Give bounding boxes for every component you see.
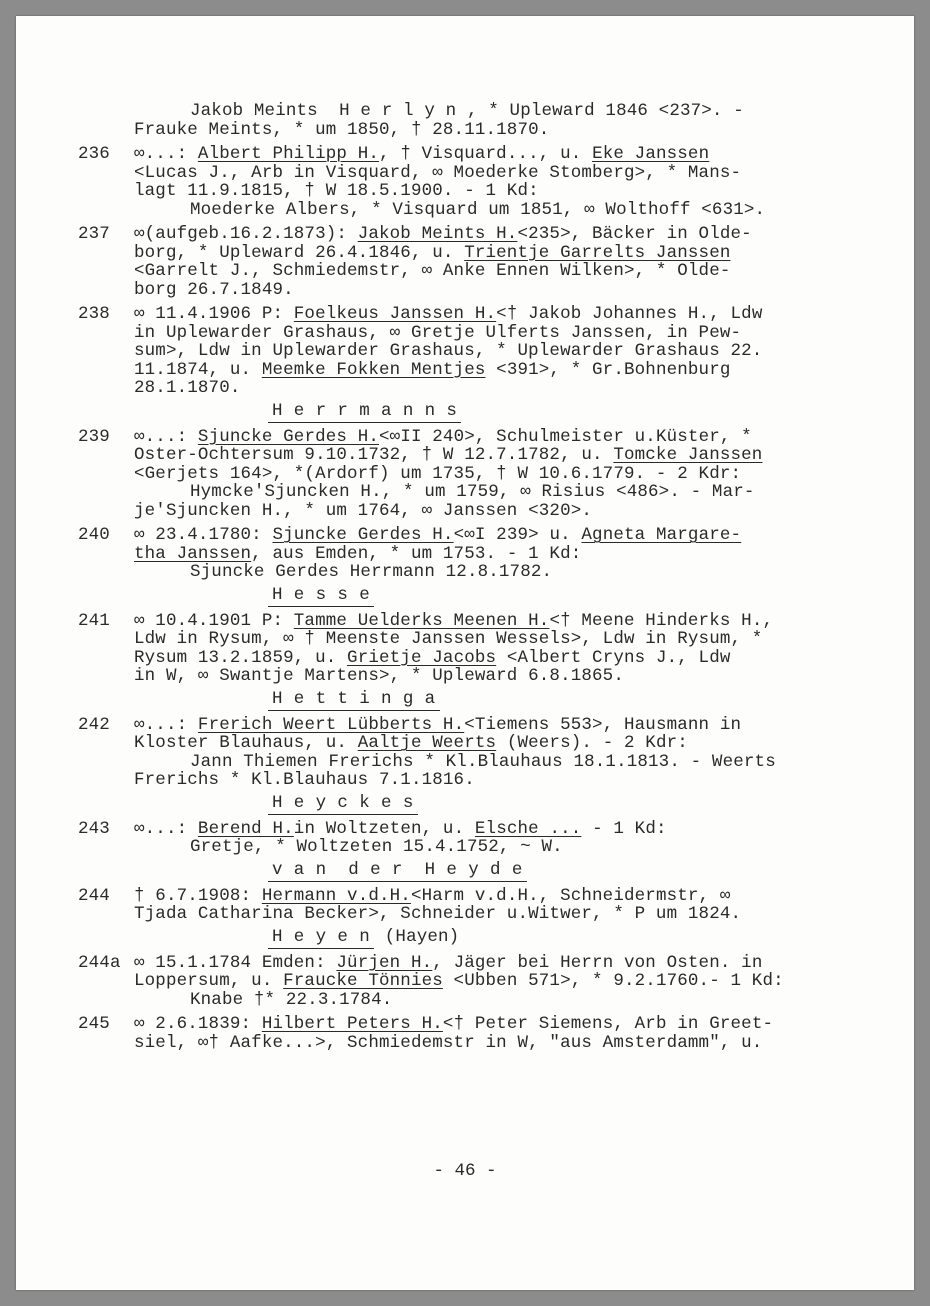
text-line <box>134 121 838 140</box>
genealogy-entry <box>78 1015 838 1052</box>
text-line <box>134 145 838 164</box>
person-name: Tomcke Janssen <box>613 445 763 465</box>
text-segment: in W, ∞ Swantje Martens>, * Upleward 6.8.1865. <box>134 666 624 686</box>
family-name-variant: (Hayen) <box>374 926 460 947</box>
text-line <box>134 887 838 906</box>
text-segment: ∞...: <box>134 818 198 839</box>
family-name: H e t t i n g a <box>268 689 440 711</box>
text-line <box>134 281 838 300</box>
entry-number: 240 <box>78 525 110 545</box>
text-segment: ∞ 2.6.1839: <box>134 1014 262 1034</box>
person-name: Sjuncke Gerdes H. <box>197 426 380 447</box>
text-line <box>134 483 838 502</box>
text-segment: Sjuncke Gerdes Herrmann 12.8.1782. <box>190 562 553 582</box>
text-segment: lagt 11.9.1815, † W 18.5.1900. - 1 Kd: <box>134 181 539 201</box>
person-name: Eke Janssen <box>592 144 710 164</box>
text-line <box>134 201 838 220</box>
entry-number: 238 <box>78 304 110 324</box>
text-segment: Rysum 13.2.1859, u. <box>134 647 348 668</box>
person-name: Fraucke Tönnies <box>283 971 443 991</box>
text-segment: (Weers). - 2 Kdr: <box>496 733 688 753</box>
text-line <box>134 838 838 857</box>
text-segment: <∞I 239> u. <box>453 525 582 545</box>
text-segment: , † Visquard..., u. <box>379 144 593 164</box>
text-line <box>134 1015 838 1034</box>
entry-number: 239 <box>78 426 110 447</box>
family-name: H e s s e <box>268 585 374 607</box>
entry-number: 241 <box>78 610 110 631</box>
text-segment: Frerichs * Kl.Blauhaus 7.1.1816. <box>134 770 475 790</box>
document-page <box>16 16 914 1290</box>
person-name: tha Janssen <box>134 543 252 564</box>
entry-number: 236 <box>78 144 110 164</box>
text-line <box>134 630 838 649</box>
text-line <box>134 465 838 484</box>
person-name: Jakob Meints H. <box>357 224 518 244</box>
text-segment: 28.1.1870. <box>134 378 241 398</box>
continued-entry <box>78 102 838 139</box>
genealogy-entry <box>78 305 838 398</box>
family-heading <box>268 690 838 710</box>
person-name: Agneta Margare- <box>581 525 742 545</box>
text-segment: siel, ∞† Aafke...>, Schmiedemstr in W, "aus Amsterdamm", u. <box>134 1032 763 1053</box>
person-name: Elsche ... <box>474 818 582 839</box>
text-line <box>134 1034 838 1053</box>
family-name: H e y e n <box>268 927 374 949</box>
family-heading <box>268 861 838 881</box>
genealogy-entry <box>78 225 838 299</box>
text-segment: † 6.7.1908: <box>134 885 262 906</box>
text-segment: <Ubben 571>, * 9.2.1760.- 1 Kd: <box>442 971 784 991</box>
text-segment: ∞ 10.4.1901 P: <box>134 610 294 631</box>
text-line <box>134 972 838 991</box>
text-segment: Moederke Albers, * Visquard um 1851, ∞ Wolthoff <631>. <box>190 199 766 220</box>
text-segment: Knabe †* 22.3.1784. <box>190 989 393 1010</box>
text-segment: <Garrelt J., Schmiedemstr, ∞ Anke Ennen Wilken>, * Olde- <box>134 261 731 281</box>
person-name: Foelkeus Janssen H. <box>293 304 497 324</box>
text-line <box>134 954 838 973</box>
text-segment: in Uplewarder Grashaus, ∞ Gretje Ulferts Janssen, in Pew- <box>134 322 742 343</box>
person-name: Grietje Jacobs <box>347 647 497 668</box>
text-line <box>134 667 838 686</box>
text-segment: ∞...: <box>134 144 198 164</box>
text-line <box>134 262 838 281</box>
person-name: Berend H. <box>197 818 294 839</box>
text-segment: <Lucas J., Arb in Visquard, ∞ Moederke Stomberg>, * Mans- <box>134 162 742 183</box>
person-name: Albert Philipp H. <box>197 144 380 164</box>
entry-number: 243 <box>78 818 110 839</box>
text-segment: <Harm v.d.H., Schneidermstr, ∞ <box>410 885 731 906</box>
genealogy-entry <box>78 820 838 857</box>
text-line <box>134 446 838 465</box>
text-line <box>134 526 838 545</box>
entry-number: 242 <box>78 714 110 735</box>
text-segment: Ldw in Rysum, ∞ † Meenste Janssen Wessels>, Ldw in Rysum, * <box>134 629 763 649</box>
genealogy-entry <box>78 145 838 219</box>
text-line <box>134 753 838 772</box>
family-heading <box>268 794 838 814</box>
text-segment: ∞ 15.1.1784 Emden: <box>134 952 337 973</box>
text-segment: Gretje, * Woltzeten 15.4.1752, ~ W. <box>190 837 563 857</box>
text-line <box>134 563 838 582</box>
entry-number: 244 <box>78 885 110 906</box>
genealogy-text <box>78 102 838 1052</box>
text-line <box>134 734 838 753</box>
text-segment: <† Jakob Johannes H., Ldw <box>496 304 763 324</box>
text-segment: Frauke Meints, * um 1850, † 28.11.1870. <box>134 119 550 140</box>
text-segment: Jann Thiemen Frerichs * Kl.Blauhaus 18.1.1813. - Weerts <box>190 751 776 772</box>
text-line <box>134 182 838 201</box>
text-segment: <235>, Bäcker in Olde- <box>517 224 752 244</box>
text-segment: , Jäger bei Herrn von Osten. in <box>432 952 763 973</box>
text-segment: - 1 Kd: <box>581 818 667 839</box>
family-heading <box>268 586 838 606</box>
genealogy-entry <box>78 716 838 790</box>
text-line <box>134 991 838 1010</box>
genealogy-entry <box>78 887 838 924</box>
text-segment: je'Sjuncken H., * um 1764, ∞ Janssen <320>. <box>134 500 593 521</box>
text-segment: Jakob Meints H e r l y n , * Upleward 1846 <237>. - <box>190 101 744 121</box>
family-name: H e r r m a n n s <box>268 401 461 423</box>
text-line <box>134 102 838 121</box>
text-line <box>134 428 838 447</box>
family-heading <box>268 928 838 948</box>
text-segment: <∞II 240>, Schulmeister u.Küster, * <box>379 426 752 447</box>
text-segment: ∞...: <box>134 426 198 447</box>
text-line <box>134 324 838 343</box>
text-line <box>134 716 838 735</box>
person-name: Aaltje Weerts <box>357 733 497 753</box>
text-segment: <† Meene Hinderks H., <box>549 610 774 631</box>
family-heading <box>268 402 838 422</box>
text-line <box>134 164 838 183</box>
text-segment: Kloster Blauhaus, u. <box>134 733 358 753</box>
text-line <box>134 545 838 564</box>
text-segment: Tjada Catharina Becker>, Schneider u.Witwer, * P um 1824. <box>134 904 742 924</box>
person-name: Hilbert Peters H. <box>261 1014 443 1034</box>
genealogy-entry <box>78 428 838 521</box>
text-segment: Oster-Ochtersum 9.10.1732, † W 12.7.1782, u. <box>134 445 614 465</box>
text-segment: , aus Emden, * um 1753. - 1 Kd: <box>251 543 582 564</box>
text-segment: in Woltzeten, u. <box>293 818 475 839</box>
person-name: Hermann v.d.H. <box>261 885 411 906</box>
text-line <box>134 612 838 631</box>
text-segment: ∞ 11.4.1906 P: <box>134 304 294 324</box>
text-segment: 11.1874, u. <box>134 359 262 380</box>
text-line <box>134 244 838 263</box>
text-line <box>134 820 838 839</box>
text-segment: <† Peter Siemens, Arb in Greet- <box>442 1014 774 1034</box>
family-name: v a n d e r H e y d e <box>268 860 527 882</box>
text-segment: ∞(aufgeb.16.2.1873): <box>134 224 358 244</box>
genealogy-entry <box>78 612 838 686</box>
text-line <box>134 502 838 521</box>
text-segment: borg, * Upleward 26.4.1846, u. <box>134 242 465 263</box>
text-segment: ∞...: <box>134 714 198 735</box>
text-segment: <Albert Cryns J., Ldw <box>496 647 731 668</box>
entry-number: 244a <box>78 952 121 973</box>
text-segment: Hymcke'Sjuncken H., * um 1759, ∞ Risius <486>. - Mar- <box>190 482 755 502</box>
text-segment: <Tiemens 553>, Hausmann in <box>464 714 742 735</box>
person-name: Jürjen H. <box>336 952 433 973</box>
person-name: Trientje Garrelts Janssen <box>464 242 731 263</box>
text-segment: <391>, * Gr.Bohnenburg <box>485 359 731 380</box>
entry-number: 245 <box>78 1014 110 1034</box>
genealogy-entry <box>78 954 838 1010</box>
text-segment: borg 26.7.1849. <box>134 279 294 300</box>
page-number: - 46 - <box>433 1161 497 1181</box>
family-name: H e y c k e s <box>268 793 418 815</box>
person-name: Sjuncke Gerdes H. <box>272 525 454 545</box>
text-line <box>134 379 838 398</box>
text-segment: ∞ 23.4.1780: <box>134 525 273 545</box>
text-line <box>134 361 838 380</box>
person-name: Frerich Weert Lübberts H. <box>197 714 465 735</box>
text-line <box>134 905 838 924</box>
text-line <box>134 305 838 324</box>
person-name: Tamme Uelderks Meenen H. <box>293 610 550 631</box>
text-line <box>134 771 838 790</box>
text-segment: sum>, Ldw in Uplewarder Grashaus, * Uplewarder Grashaus 22. <box>134 341 763 361</box>
genealogy-entry <box>78 526 838 582</box>
text-line <box>134 225 838 244</box>
text-line <box>134 649 838 668</box>
person-name: Meemke Fokken Mentjes <box>261 359 486 380</box>
text-segment: <Gerjets 164>, *(Ardorf) um 1735, † W 10.6.1779. - 2 Kdr: <box>134 463 742 484</box>
text-line <box>134 342 838 361</box>
text-segment: Loppersum, u. <box>134 971 284 991</box>
entry-number: 237 <box>78 224 110 244</box>
